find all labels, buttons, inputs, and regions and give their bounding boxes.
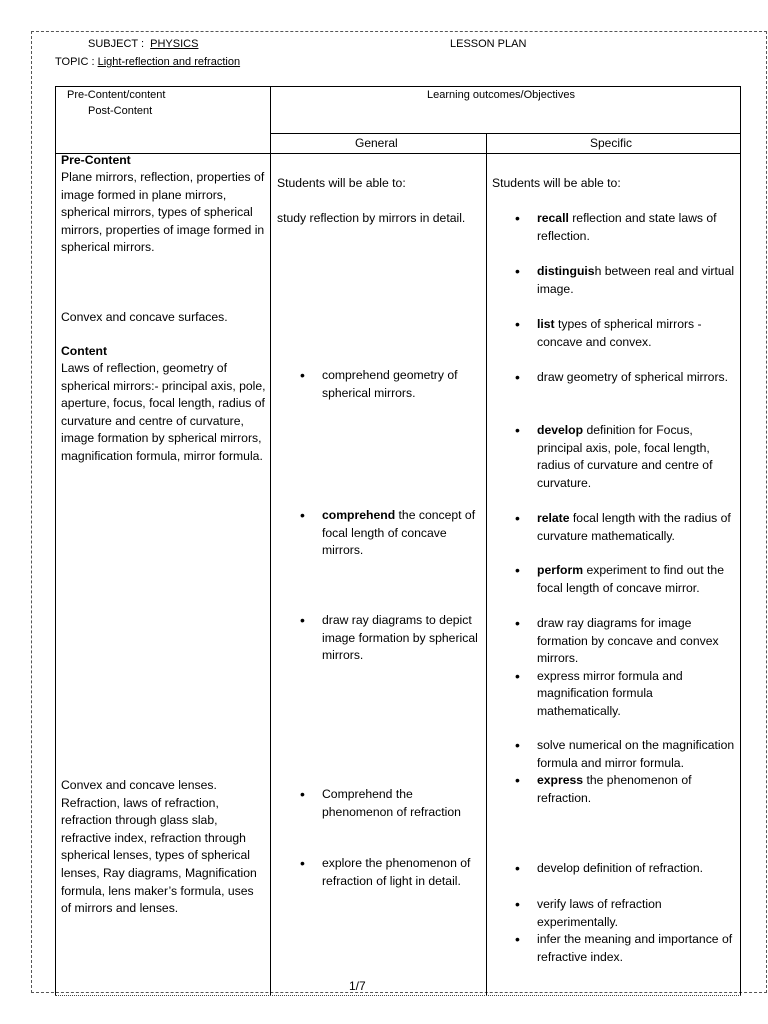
topic-line <box>55 56 240 68</box>
specific-item-2 <box>515 263 737 298</box>
list-item: • express mirror formula and magnification formula mathematically. <box>515 668 737 721</box>
list-item: • explore the phenomenon of refraction of light in detail. <box>300 855 480 890</box>
topic-label: TOPIC : <box>55 56 95 68</box>
surfaces-text: Convex and concave surfaces. <box>61 310 228 324</box>
specific-intro: Students will be able to: <box>492 176 621 190</box>
specific-item-7 <box>515 562 737 597</box>
lenses-text: Convex and concave lenses. Refraction, laws of refraction, refraction through glass slab, refractive index, refraction through spherical lenses, types of spherical lenses, Ray diagrams, Magnification formula, lens maker’s formula, uses of mirrors and lenses. <box>61 778 257 916</box>
pre-content-text: Plane mirrors, reflection, properties of image formed in plane mirrors, spherical mirrors, types of spherical mirrors, properties of image formed in spherical mirrors. <box>61 170 265 255</box>
table-left-border <box>55 86 56 996</box>
col1-title-line2: Post-Content <box>88 105 153 117</box>
list-item: • distinguish between real and virtual image. <box>515 263 737 298</box>
specific-item-12 <box>515 860 737 878</box>
list-item: • develop definition of refraction. <box>515 860 737 878</box>
list-item: • draw ray diagrams for image formation by concave and convex mirrors. <box>515 615 737 668</box>
topic-value: Light-reflection and refraction <box>97 56 241 68</box>
list-item: • solve numerical on the magnification formula and mirror formula. <box>515 737 737 772</box>
page-number: 1/7 <box>349 979 366 993</box>
specific-item-5 <box>515 422 737 492</box>
list-item: • list types of spherical mirrors - concave and convex. <box>515 316 737 351</box>
table-bottom-border <box>55 995 741 996</box>
specific-item-3 <box>515 316 737 351</box>
list-item: • verify laws of refraction experimentally. <box>515 896 737 931</box>
general-header: General <box>355 136 398 150</box>
list-item: • infer the meaning and importance of refractive index. <box>515 931 737 966</box>
table-right-border <box>740 86 741 996</box>
table-general-specific-divider <box>486 133 487 996</box>
content-heading: Content <box>61 344 108 358</box>
general-item-2 <box>300 507 480 560</box>
specific-header: Specific <box>590 136 633 150</box>
general-item-5 <box>300 855 480 890</box>
table-subheader-top <box>270 133 741 134</box>
general-item-1 <box>300 367 480 402</box>
content-text: Laws of reflection, geometry of spherical mirrors:- principal axis, pole, aperture, focus, focal length, radius of curvature and centre of curvature, image formation by spherical mirrors, magnification formula, mirror formula. <box>61 361 266 463</box>
specific-item-13 <box>515 896 737 966</box>
col1-title-line1: Pre-Content/content <box>67 89 166 101</box>
specific-item-8 <box>515 615 737 721</box>
specific-item-1 <box>515 210 737 245</box>
table-top-border <box>55 86 741 87</box>
general-item-4 <box>300 786 480 821</box>
general-item-3 <box>300 612 480 665</box>
specific-item-4 <box>515 369 737 387</box>
general-study: study reflection by mirrors in detail. <box>277 211 466 225</box>
list-item: • draw geometry of spherical mirrors. <box>515 369 737 387</box>
subject-label: SUBJECT : <box>88 38 145 50</box>
list-item: • comprehend geometry of spherical mirrors. <box>300 367 480 402</box>
list-item: • relate focal length with the radius of curvature mathematically. <box>515 510 737 545</box>
specific-item-10 <box>515 737 737 807</box>
col2-title: Learning outcomes/Objectives <box>427 89 575 101</box>
list-item: • express the phenomenon of refraction. <box>515 772 737 807</box>
list-item: • perform experiment to find out the focal length of concave mirror. <box>515 562 737 597</box>
subject-line <box>88 38 198 50</box>
list-item: • recall reflection and state laws of reflection. <box>515 210 737 245</box>
table-col-divider <box>270 86 271 996</box>
specific-item-6 <box>515 510 737 545</box>
list-item: • comprehend the concept of focal length of concave mirrors. <box>300 507 480 560</box>
lesson-plan-title: LESSON PLAN <box>450 38 527 50</box>
list-item: • develop definition for Focus, principal axis, pole, focal length, radius of curvature and centre of curvature. <box>515 422 737 492</box>
pre-content-heading: Pre-Content <box>61 153 131 167</box>
general-intro: Students will be able to: <box>277 176 406 190</box>
list-item: • Comprehend the phenomenon of refraction <box>300 786 480 821</box>
subject-value: PHYSICS <box>150 38 199 50</box>
list-item: • draw ray diagrams to depict image formation by spherical mirrors. <box>300 612 480 665</box>
